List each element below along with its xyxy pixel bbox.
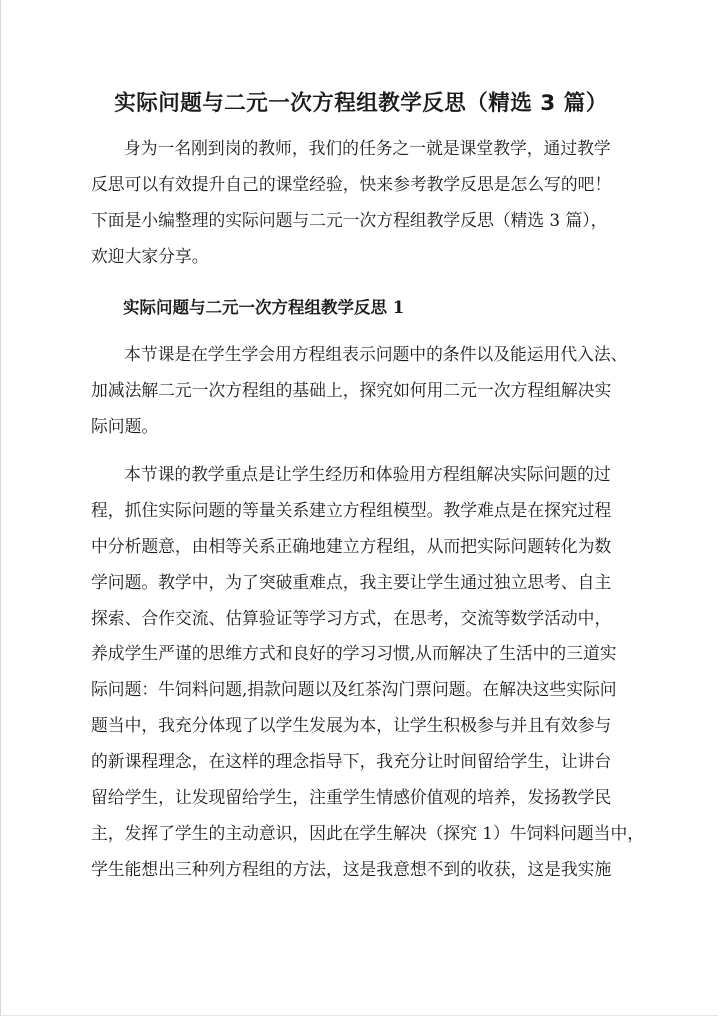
paragraph-line: 反思可以有效提升自己的课堂经验，快来参考教学反思是怎么写的吧！ bbox=[91, 173, 612, 194]
paragraph-line: 本节课的教学重点是让学生经历和体验用方程组解决实际问题的过 bbox=[124, 464, 611, 484]
paragraph-line: 中分析题意，由相等关系正确地建立方程组，从而把实际问题转化为数 bbox=[91, 535, 612, 556]
paragraph-line: 学生能想出三种列方程组的方法，这是我意想不到的收获，这是我实施 bbox=[91, 858, 612, 879]
intro-paragraph bbox=[91, 131, 639, 275]
paragraph-line: 养成学生严谨的思维方式和良好的学习习惯,从而解决了生活中的三道实 bbox=[91, 643, 617, 664]
body-paragraph-1 bbox=[91, 337, 639, 445]
body-paragraph-2 bbox=[91, 457, 645, 888]
section-heading: 实际问题与二元一次方程组教学反思 1 bbox=[123, 298, 405, 317]
paragraph-line: 本节课是在学生学会用方程组表示问题中的条件以及能运用代入法、 bbox=[124, 344, 628, 364]
paragraph-line: 的新课程理念，在这样的理念指导下，我充分让时间留给学生，让讲台 bbox=[91, 751, 612, 772]
document-title: 实际问题与二元一次方程组教学反思（精选 3 篇） bbox=[114, 91, 608, 116]
paragraph-line: 下面是小编整理的实际问题与二元一次方程组教学反思（精选 3 篇）， bbox=[91, 209, 608, 230]
paragraph-line: 身为一名刚到岗的教师，我们的任务之一就是课堂教学，通过教学 bbox=[124, 138, 611, 158]
paragraph-line: 探索、合作交流、估算验证等学习方式，在思考，交流等数学活动中， bbox=[91, 607, 612, 628]
paragraph-line: 程，抓住实际问题的等量关系建立方程组模型。教学难点是在探究过程 bbox=[91, 499, 612, 520]
paragraph-line: 主，发挥了学生的主动意识，因此在学生解决（探究 1）牛饲料问题当中， bbox=[91, 822, 645, 843]
paragraph-line: 题当中，我充分体现了以学生发展为本，让学生积极参与并且有效参与 bbox=[91, 715, 612, 736]
paragraph-line: 际问题。 bbox=[91, 415, 159, 436]
paragraph-line: 留给学生，让发现留给学生，注重学生情感价值观的培养，发扬教学民 bbox=[91, 787, 612, 808]
paragraph-line: 际问题：牛饲料问题,捐款问题以及红茶沟门票问题。在解决这些实际问 bbox=[91, 679, 617, 700]
paragraph-line: 加减法解二元一次方程组的基础上，探究如何用二元一次方程组解决实 bbox=[91, 379, 612, 400]
paragraph-line: 欢迎大家分享。 bbox=[91, 245, 209, 266]
paragraph-line: 学问题。教学中，为了突破重难点，我主要让学生通过独立思考、自主 bbox=[91, 571, 612, 592]
